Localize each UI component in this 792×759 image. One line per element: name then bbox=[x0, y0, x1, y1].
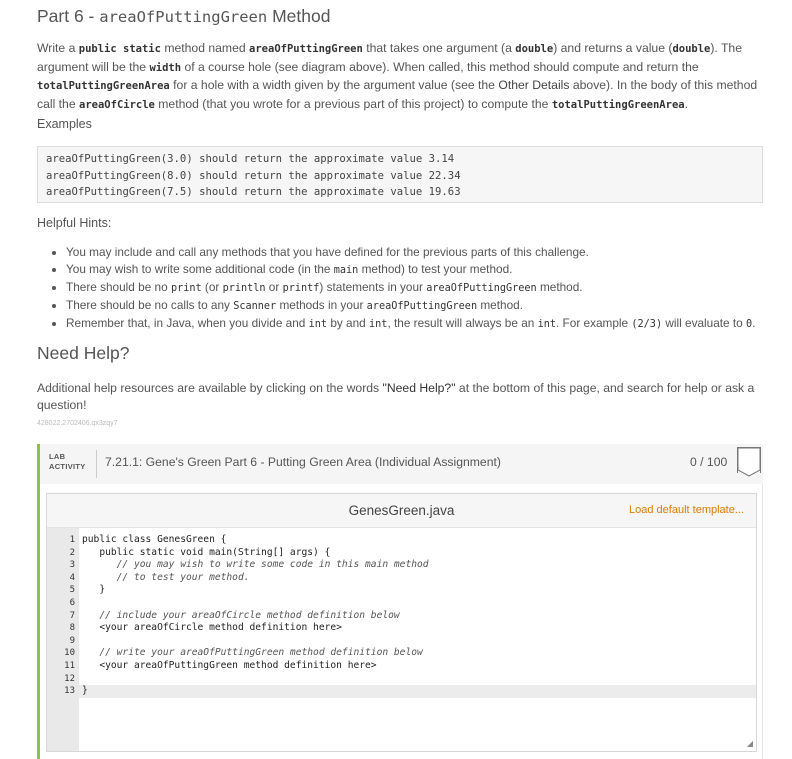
line-number: 13 bbox=[64, 686, 75, 697]
code-line: // to test your method. bbox=[82, 571, 250, 583]
lab-activity-tag: LAB ACTIVITY bbox=[49, 452, 86, 471]
activity-id-code: 428022.2702406.qx3zqy7 bbox=[37, 420, 118, 427]
title-prefix: Part 6 - bbox=[37, 6, 100, 26]
code-editor bbox=[46, 493, 757, 752]
code-line: <your areaOfPuttingGreen method definition here> bbox=[82, 660, 377, 671]
intro-paragraph: Write a public static method named areaOfPuttingGreen that takes one argument (a double) and returns a value (double). The argument will be the width of a course hole (see diagram above). When called, this method should compute and return the totalPuttingGreenArea for a hole with a width given by the argument value (see the Other Details above). In the body of this method call the areaOfCircle method (that you wrote for a previous part of this project) to compute the totalPuttingGreenArea. bbox=[37, 41, 758, 111]
title-method-name: areaOfPuttingGreen bbox=[99, 8, 268, 26]
code-text-area[interactable] bbox=[79, 528, 756, 751]
line-number: 7 bbox=[69, 610, 75, 621]
example-line: areaOfPuttingGreen(8.0) should return the approximate value 22.34 bbox=[46, 169, 461, 182]
badge-outline-icon bbox=[737, 447, 761, 477]
line-number: 1 bbox=[69, 535, 75, 545]
line-number: 12 bbox=[64, 673, 75, 684]
line-number: 9 bbox=[69, 635, 75, 646]
line-number: 6 bbox=[69, 598, 75, 608]
header-divider bbox=[96, 450, 97, 478]
line-number: 5 bbox=[69, 585, 75, 596]
title-suffix: Method bbox=[267, 6, 331, 26]
need-help-heading: Need Help? bbox=[37, 343, 130, 363]
code-line: } bbox=[82, 584, 106, 596]
line-number: 8 bbox=[69, 623, 75, 634]
code-line: // write your areaOfPuttingGreen method definition below bbox=[82, 647, 423, 659]
editor-header bbox=[47, 494, 756, 528]
code-line: public class GenesGreen { bbox=[82, 534, 227, 545]
completion-badge-icon bbox=[737, 447, 761, 473]
code-line: public static void main(String[] args) { bbox=[82, 546, 331, 558]
code-line: } bbox=[82, 685, 88, 697]
code-line: <your areaOfCircle method definition here> bbox=[82, 622, 342, 634]
line-number: 2 bbox=[69, 547, 75, 558]
lab-score: 0 / 100 bbox=[690, 455, 728, 469]
lab-activity-header bbox=[37, 444, 763, 484]
code-line: // include your areaOfCircle method definition below bbox=[82, 609, 400, 621]
resize-handle-icon[interactable]: ◢ bbox=[746, 739, 753, 748]
line-number: 3 bbox=[69, 560, 75, 571]
hint-item: • There should be no print (or println or printf) statements in your areaOfPuttingGreen method. bbox=[66, 279, 786, 297]
hints-list bbox=[50, 244, 786, 333]
line-number-gutter bbox=[47, 528, 79, 751]
examples-box bbox=[37, 146, 763, 203]
hints-heading: Helpful Hints: bbox=[37, 216, 112, 230]
hint-item: • Remember that, in Java, when you divide and int by and int, the result will always be an int. For example (2/3) will evaluate to 0. bbox=[66, 315, 786, 333]
page-title bbox=[37, 6, 330, 27]
example-line: areaOfPuttingGreen(7.5) should return the approximate value 19.63 bbox=[46, 186, 461, 199]
example-line: areaOfPuttingGreen(3.0) should return the approximate value 3.14 bbox=[46, 153, 455, 165]
line-number: 11 bbox=[64, 661, 75, 671]
lab-title: 7.21.1: Gene's Green Part 6 - Putting Green Area (Individual Assignment) bbox=[105, 455, 501, 469]
examples-heading: Examples bbox=[37, 117, 92, 131]
file-name: GenesGreen.java bbox=[348, 503, 455, 518]
hint-item: • You may include and call any methods that you have defined for the previous parts of this challenge. bbox=[66, 244, 786, 261]
load-default-template-link[interactable]: Load default template... bbox=[629, 504, 744, 516]
code-line: // you may wish to write some code in this main method bbox=[82, 559, 429, 571]
help-paragraph: Additional help resources are available by clicking on the words "Need Help?" at the bottom of this page, and search for help or ask a question! bbox=[37, 381, 755, 412]
hint-item: • You may wish to write some additional code (in the main method) to test your method. bbox=[66, 261, 786, 279]
line-number: 10 bbox=[64, 648, 75, 659]
hint-item: • There should be no calls to any Scanner methods in your areaOfPuttingGreen method. bbox=[66, 297, 786, 315]
line-number: 4 bbox=[69, 572, 75, 583]
active-line-highlight bbox=[79, 685, 756, 698]
